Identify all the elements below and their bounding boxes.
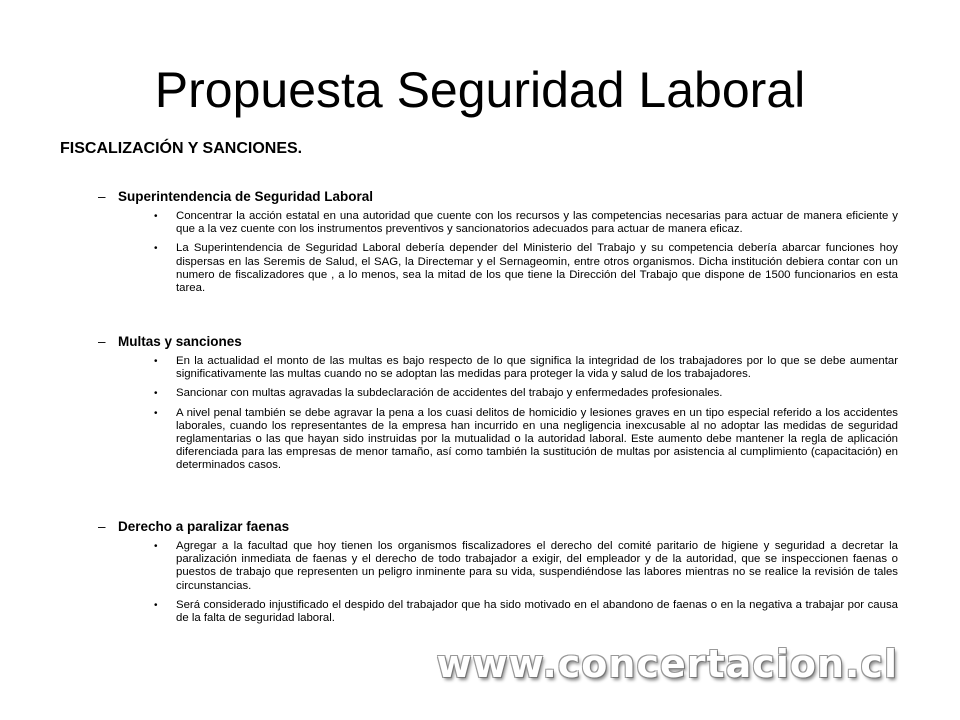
dash-marker: – bbox=[98, 334, 106, 349]
bullet-marker: • bbox=[154, 541, 158, 552]
section-title bbox=[98, 188, 898, 206]
section-title bbox=[98, 518, 898, 536]
list-item-text: A nivel penal también se debe agravar la pena a los cuasi delitos de homicidio y lesiones graves en un tipo especial referido a los accidentes laborales, cuando los representantes de la empresa han incurrido en una negligencia inexcusable al no adoptar las medidas de seguridad reglamentarias o las que hayan sido instruidas por la mutualidad o la autoridad laboral. Este aumento debe mantener la regla de aplicación diferenciada para las empresas de menor tamaño, así como también la sustitución de multas por asistencia al cumplimiento (capacitación) en determinados casos. bbox=[176, 406, 898, 472]
dash-marker: – bbox=[98, 519, 106, 534]
bullet-marker: • bbox=[154, 388, 158, 400]
section-heading: FISCALIZACIÓN Y SANCIONES. bbox=[60, 140, 303, 157]
dash-marker: – bbox=[98, 189, 106, 204]
bullet-list bbox=[118, 355, 898, 473]
list-item bbox=[154, 242, 898, 295]
bullet-marker: • bbox=[154, 356, 158, 367]
list-item bbox=[154, 406, 898, 473]
watermark-url: www.concertacion.cl bbox=[436, 642, 898, 686]
bullet-list bbox=[118, 540, 898, 625]
list-item bbox=[154, 355, 898, 381]
list-item bbox=[154, 540, 898, 593]
list-item-text: La Superintendencia de Seguridad Laboral debería depender del Ministerio del Trabajo y su competencia debería abarcar funciones hoy dispersas en las Seremis de Salud, el SAG, la Directemar y el Sernageomin, entre otros organismos. Dicha institución debiera contar con un numero de fiscalizadores que , a lo menos, sea la mitad de los que tiene la Dirección del Trabajo que dispone de 1500 funcionarios en esta tarea. bbox=[176, 242, 898, 295]
section-label: Multas y sanciones bbox=[118, 334, 242, 349]
bullet-marker: • bbox=[154, 407, 158, 419]
bullet-marker: • bbox=[154, 211, 158, 222]
bullet-marker: • bbox=[154, 243, 158, 255]
list-item bbox=[154, 387, 898, 400]
list-item-text: Será considerado injustificado el despido del trabajador que ha sido motivado en el abandono de faenas o en la negativa a trabajar por causa de la falta de seguridad laboral. bbox=[176, 598, 898, 625]
section-paralizar-faenas bbox=[98, 518, 898, 631]
bullet-list bbox=[118, 210, 898, 295]
section-title bbox=[98, 333, 898, 351]
list-item-text: Sancionar con multas agravadas la subdeclaración de accidentes del trabajo y enfermedades profesionales. bbox=[176, 387, 723, 400]
bullet-marker: • bbox=[154, 599, 158, 611]
list-item-text: Agregar a la facultad que hoy tienen los organismos fiscalizadores el derecho del comité paritario de higiene y seguridad a decretar la paralización inmediata de faenas y el derecho de todo trabajador a exigir, del empleador y de la autoridad, que se inspeccionen faenas o puestos de trabajo que representen un peligro inminente para su vida, suspendiéndose las labores mientras no se realice la revisión de tales circunstancias. bbox=[176, 540, 898, 592]
slide-title: Propuesta Seguridad Laboral bbox=[154, 62, 806, 118]
list-item bbox=[154, 598, 898, 625]
list-item bbox=[154, 210, 898, 236]
section-superintendencia bbox=[98, 188, 898, 301]
list-item-text: Concentrar la acción estatal en una autoridad que cuente con los recursos y las competencias necesarias para actuar de manera eficiente y que a la vez cuente con los instrumentos preventivos y sancionatorios adecuados para actuar de manera eficaz. bbox=[176, 210, 898, 236]
section-multas bbox=[98, 333, 898, 479]
list-item-text: En la actualidad el monto de las multas es bajo respecto de lo que significa la integridad de los trabajadores por lo que se debe aumentar significativamente las multas cuando no se adoptan las medidas para proteger la vida y salud de los trabajadores. bbox=[176, 355, 898, 381]
section-label: Derecho a paralizar faenas bbox=[118, 519, 290, 534]
section-label: Superintendencia de Seguridad Laboral bbox=[118, 189, 374, 204]
